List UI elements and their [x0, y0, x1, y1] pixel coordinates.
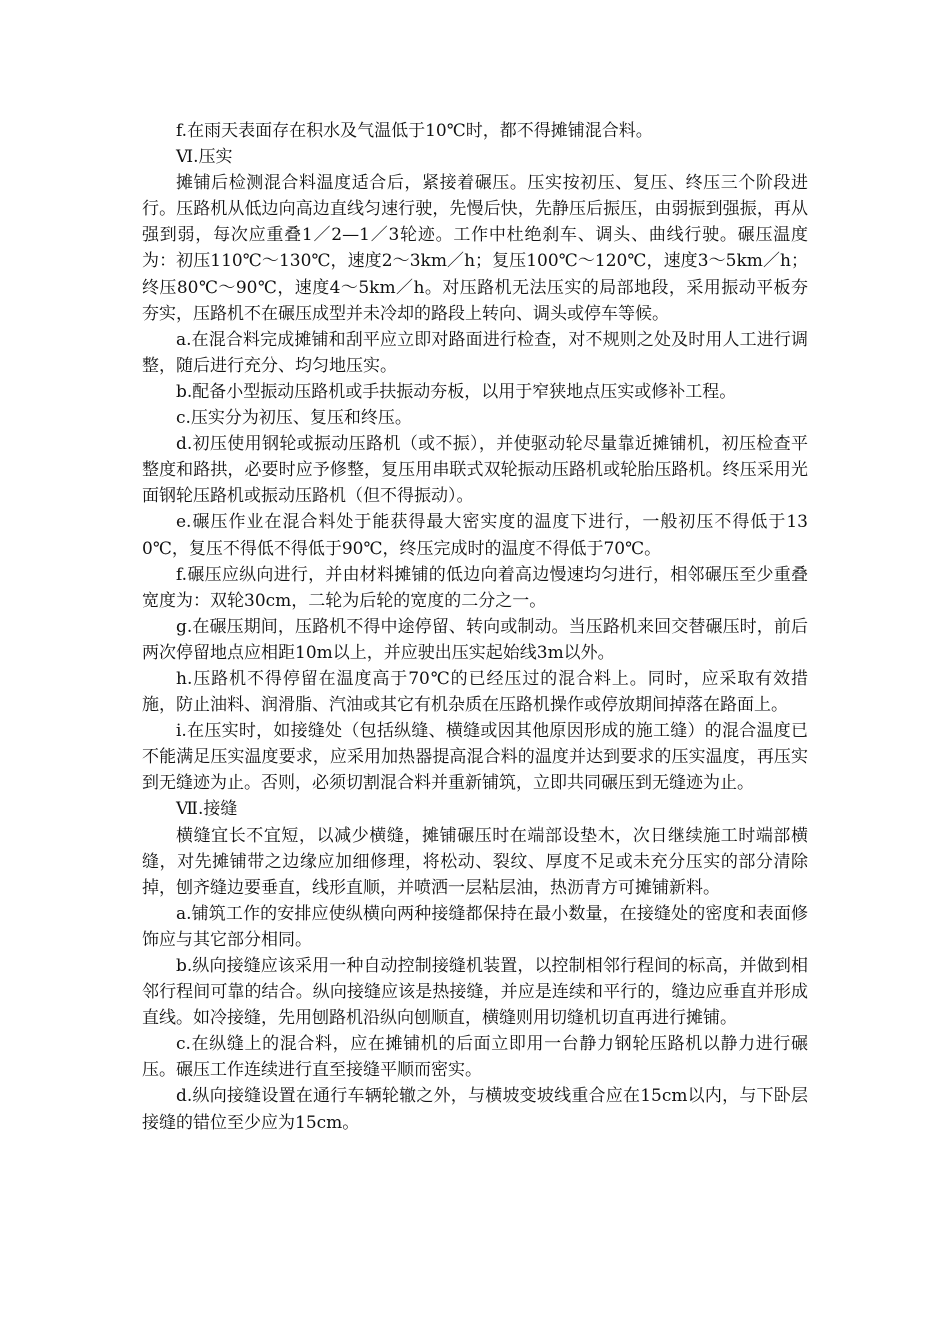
paragraph-joints-intro: 横缝宜长不宜短，以减少横缝，摊铺碾压时在端部设垫木，次日继续施工时端部横缝，对先摊铺带之边缘应加细修理，将松动、裂纹、厚度不足或未充分压实的部分清除掉，刨齐缝边要垂直，线形直顺，并喷洒一层粘层油，热沥青方可摊铺新料。 — [142, 825, 808, 898]
section-heading-joints: Ⅶ.接缝 — [176, 799, 238, 820]
paragraph-compaction-a: a.在混合料完成摊铺和刮平应立即对路面进行检查，对不规则之处及时用人工进行调整，随后进行充分、均匀地压实。 — [142, 329, 808, 376]
document-body — [142, 118, 808, 1136]
paragraph-compaction-c: c.压实分为初压、复压和终压。 — [176, 408, 412, 429]
paragraph-compaction-d: d.初压使用钢轮或振动压路机（或不振），并使驱动轮尽量靠近摊铺机，初压检查平整度和路拱，必要时应予修整，复压用串联式双轮振动压路机或轮胎压路机。终压采用光面钢轮压路机或振动压路机（但不得振动）。 — [142, 434, 808, 507]
paragraph-joints-b: b.纵向接缝应该采用一种自动控制接缝机装置，以控制相邻行程间的标高，并做到相邻行程间可靠的结合。纵向接缝应该是热接缝，并应是连续和平行的，缝边应垂直并形成直线。如冷接缝，先用刨路机沿纵向刨顺直，横缝则用切缝机切直再进行摊铺。 — [142, 956, 808, 1029]
paragraph-compaction-i: i.在压实时，如接缝处（包括纵缝、横缝或因其他原因形成的施工缝）的混合温度已不能满足压实温度要求，应采用加热器提高混合料的温度并达到要求的压实温度，再压实到无缝迹为止。否则，必须切割混合料并重新铺筑，立即共同碾压到无缝迹为止。 — [142, 721, 808, 794]
paragraph-rain-condition: f.在雨天表面存在积水及气温低于10℃时，都不得摊铺混合料。 — [176, 121, 653, 141]
paragraph-compaction-b: b.配备小型振动压路机或手扶振动夯板，以用于窄狭地点压实或修补工程。 — [176, 381, 737, 402]
paragraph-compaction-g: g.在碾压期间，压路机不得中途停留、转向或制动。当压路机来回交替碾压时，前后两次停留地点应相距10m以上，并应驶出压实起始线3m以外。 — [142, 616, 808, 663]
paragraph-compaction-h: h.压路机不得停留在温度高于70℃的已经压过的混合料上。同时，应采取有效措施，防止油料、润滑脂、汽油或其它有机杂质在压路机操作或停放期间掉落在路面上。 — [142, 668, 808, 716]
paragraph-joints-a: a.铺筑工作的安排应使纵横向两种接缝都保持在最小数量，在接缝处的密度和表面修饰应与其它部分相同。 — [142, 903, 808, 950]
paragraph-compaction-f: f.碾压应纵向进行，并由材料摊铺的低边向着高边慢速均匀进行，相邻碾压至少重叠宽度为：双轮30cm，二轮为后轮的宽度的二分之一。 — [142, 564, 808, 611]
paragraph-compaction-intro: 摊铺后检测混合料温度适合后，紧接着碾压。压实按初压、复压、终压三个阶段进行。压路机从低边向高边直线匀速行驶，先慢后快，先静压后振压，由弱振到强振，再从强到弱，每次应重叠1／2—1／3轮迹。工作中杜绝刹车、调头、曲线行驶。碾压温度为：初压110℃～130℃，速度2～3km／h；复压100℃～120℃，速度3～5km／h；终压80℃～90℃，速度4～5km／h。对压路机无法压实的局部地段，采用振动平板夯夯实，压路机不在碾压成型并未冷却的路段上转向、调头或停车等候。 — [142, 173, 808, 324]
paragraph-compaction-e: e.碾压作业在混合料处于能获得最大密实度的温度下进行，一般初压不得低于130℃，复压不得低不得低于90℃，终压完成时的温度不得低于70℃。 — [142, 512, 808, 559]
section-heading-compaction: Ⅵ.压实 — [176, 147, 233, 168]
paragraph-joints-c: c.在纵缝上的混合料，应在摊铺机的后面立即用一台静力钢轮压路机以静力进行碾压。碾压工作连续进行直至接缝平顺而密实。 — [142, 1034, 808, 1081]
paragraph-joints-d: d.纵向接缝设置在通行车辆轮辙之外，与横坡变坡线重合应在15cm以内，与下卧层接缝的错位至少应为15cm。 — [142, 1086, 808, 1133]
